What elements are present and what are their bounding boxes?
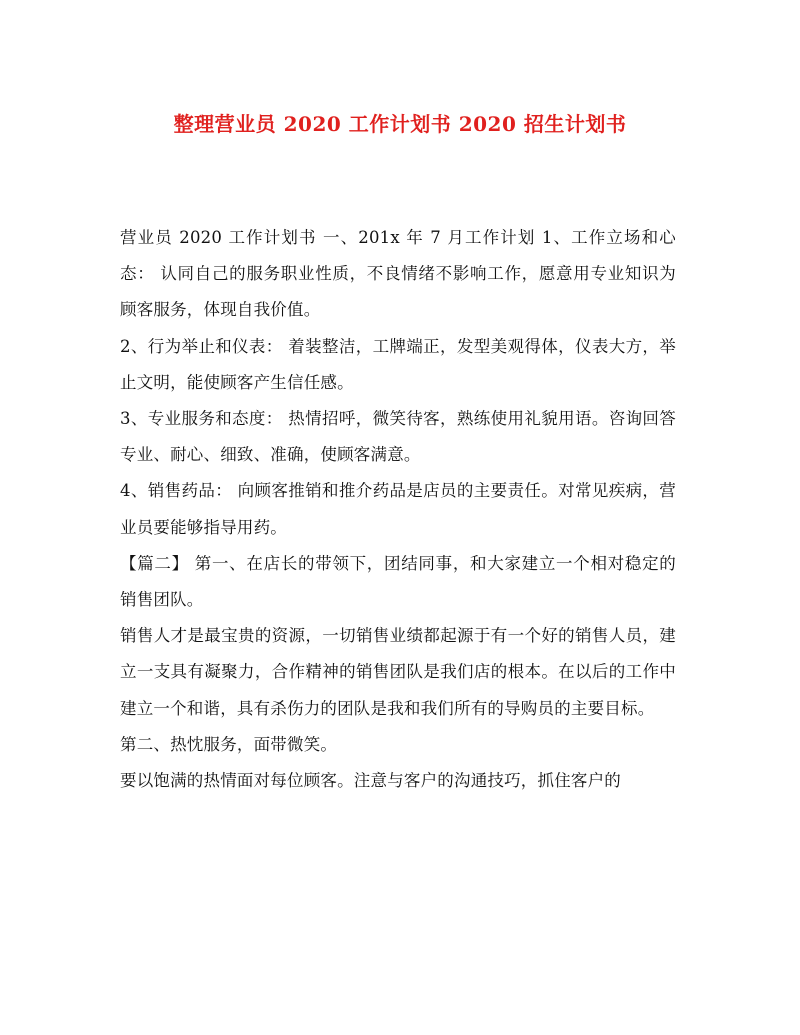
- document-title: 整理营业员 2020 工作计划书 2020 招生计划书: [173, 112, 627, 136]
- document-body: [120, 220, 676, 799]
- paragraph-4: 4、销售药品： 向顾客推销和推介药品是店员的主要责任。对常见疾病，营业员要能够指导用药。: [120, 481, 676, 537]
- paragraph-6: 销售人才是最宝贵的资源，一切销售业绩都起源于有一个好的销售人员，建立一支具有凝聚力，合作精神的销售团队是我们店的根本。在以后的工作中建立一个和谐，具有杀伤力的团队是我和我们所有的导购员的主要目标。: [120, 626, 676, 718]
- paragraph-7: 第二、热忱服务，面带微笑。: [120, 734, 338, 754]
- paragraph-1: 营业员 2020 工作计划书 一、201x 年 7 月工作计划 1、工作立场和心态： 认同自己的服务职业性质，不良情绪不影响工作，愿意用专业知识为顾客服务，体现自我价值。: [120, 228, 676, 320]
- paragraph-3: 3、专业服务和态度： 热情招呼，微笑待客，熟练使用礼貌用语。咨询回答专业、耐心、细致、准确，使顾客满意。: [120, 409, 676, 465]
- paragraph-5: 【篇二】 第一、在店长的带领下，团结同事，和大家建立一个相对稳定的销售团队。: [120, 553, 676, 610]
- paragraph-8: 要以饱满的热情面对每位顾客。注意与客户的沟通技巧，抓住客户的: [120, 771, 621, 791]
- paragraph-2: 2、行为举止和仪表： 着装整洁，工牌端正，发型美观得体，仪表大方，举止文明，能使顾客产生信任感。: [120, 336, 676, 392]
